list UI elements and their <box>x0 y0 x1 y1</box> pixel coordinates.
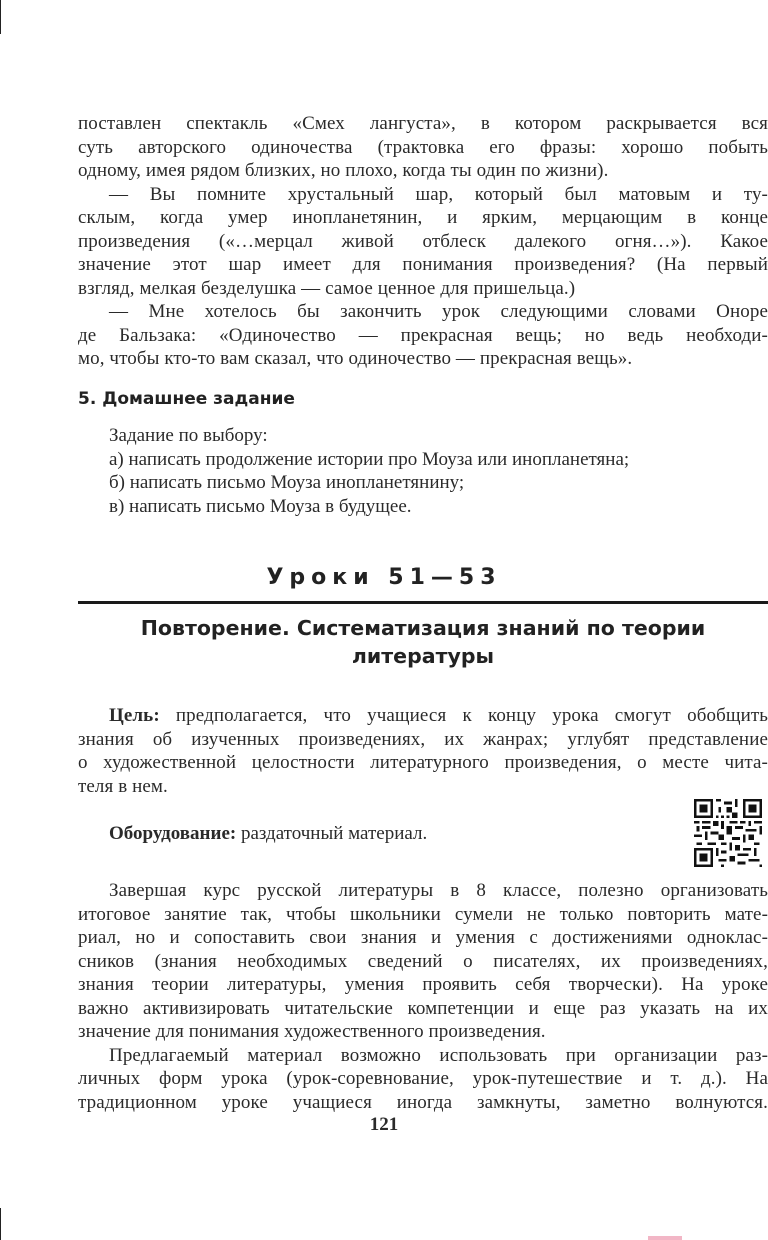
section-title <box>78 614 768 670</box>
text-line: — Мне хотелось бы закончить урок следующими словами Оноре <box>109 301 768 322</box>
list-item: б) написать письмо Моуза инопланетянину; <box>109 472 465 493</box>
text-line <box>78 704 768 728</box>
text-line: значение для понимания художественного произведения. <box>78 1021 546 1042</box>
text-line: теля в нем. <box>78 775 168 797</box>
text-line: склым, когда умер инопланетянин, и ярким, мерцающим в конце <box>78 207 768 228</box>
text-line: знания теории литературы, умения проявить себя творчески). На уроке <box>78 974 768 995</box>
text-line: личных форм урока (урок-соревнование, урок-путешествие и т. д.). На <box>78 1068 768 1089</box>
intro-paragraph <box>78 112 768 183</box>
goal-label: Цель: <box>109 705 160 726</box>
body-paragraph <box>78 1044 768 1115</box>
homework-intro: Задание по выбору: <box>109 425 268 446</box>
text-line: Завершая курс русской литературы в 8 классе, полезно организовать <box>109 880 768 901</box>
text-line: суть авторского одиночества (трактовка его фразы: хорошо побыть <box>78 136 768 158</box>
text-line: о художественной целостности литературного произведения, о месте чита- <box>78 752 768 773</box>
equipment-line <box>109 822 427 846</box>
text-line: взгляд, мелкая безделушка — самое ценное для пришельца.) <box>78 277 576 299</box>
goal-text: предполагается, что учащиеся к концу урока смогут обобщить <box>159 705 768 726</box>
text-line: сников (знания необходимых сведений о писателях, их произведениях, <box>78 950 768 972</box>
crop-mark-top <box>0 0 1 34</box>
body-paragraph <box>78 879 768 1044</box>
homework-list <box>109 424 768 518</box>
section-title-line: литературы <box>351 644 495 668</box>
text-line: произведения («…мерцал живой отблеск далекого огня…»). Какое <box>78 230 768 252</box>
text-line: поставлен спектакль «Смех лангуста», в котором раскрывается вся <box>78 113 768 134</box>
lessons-title: Уроки 51—53 <box>266 565 502 590</box>
question-paragraph <box>78 183 768 301</box>
text-line: одному, имея рядом близких, но плохо, когда ты один по жизни). <box>78 160 609 181</box>
qr-code-icon[interactable] <box>694 799 762 867</box>
text-line: традиционном уроке учащиеся иногда замкнуты, заметно волнуются. <box>78 1091 768 1113</box>
text-line: Предлагаемый материал возможно использовать при организации раз- <box>109 1044 768 1066</box>
goal-paragraph <box>78 704 768 798</box>
text-line: де Бальзака: «Одиночество — прекрасная вещь; но ведь необходи- <box>78 324 768 346</box>
list-item: а) написать продолжение истории про Моуза или инопланетяна; <box>109 448 630 470</box>
text-line: знания об изученных произведениях, их жанрах; углубят представление <box>78 728 768 750</box>
text-line: итоговое занятие так, чтобы школьники сумели не только повторить мате- <box>78 903 768 925</box>
equipment-label: Оборудование: <box>109 823 237 844</box>
equipment-text: раздаточный материал. <box>236 823 428 844</box>
text-line: риал, но и сопоставить свои знания и умения с достижениями одноклас- <box>78 927 768 948</box>
homework-heading: 5. Домашнее задание <box>78 389 295 409</box>
page-number: 121 <box>369 1114 399 1135</box>
quote-paragraph <box>78 300 768 371</box>
text-line: — Вы помните хрустальный шар, который был матовым и ту- <box>109 183 768 205</box>
text-line: значение этот шар имеет для понимания произведения? (На первый <box>78 254 768 275</box>
decorative-mark <box>648 1236 682 1240</box>
crop-mark-bottom <box>0 1208 1 1240</box>
text-line: важно активизировать читательские компетенции и еще раз указать на их <box>78 997 768 1019</box>
section-rule <box>78 601 768 604</box>
section-title-line: Повторение. Систематизация знаний по теории <box>140 616 706 640</box>
text-line: мо, чтобы кто-то вам сказал, что одиночество — прекрасная вещь». <box>78 348 633 369</box>
list-item: в) написать письмо Моуза в будущее. <box>109 495 412 517</box>
